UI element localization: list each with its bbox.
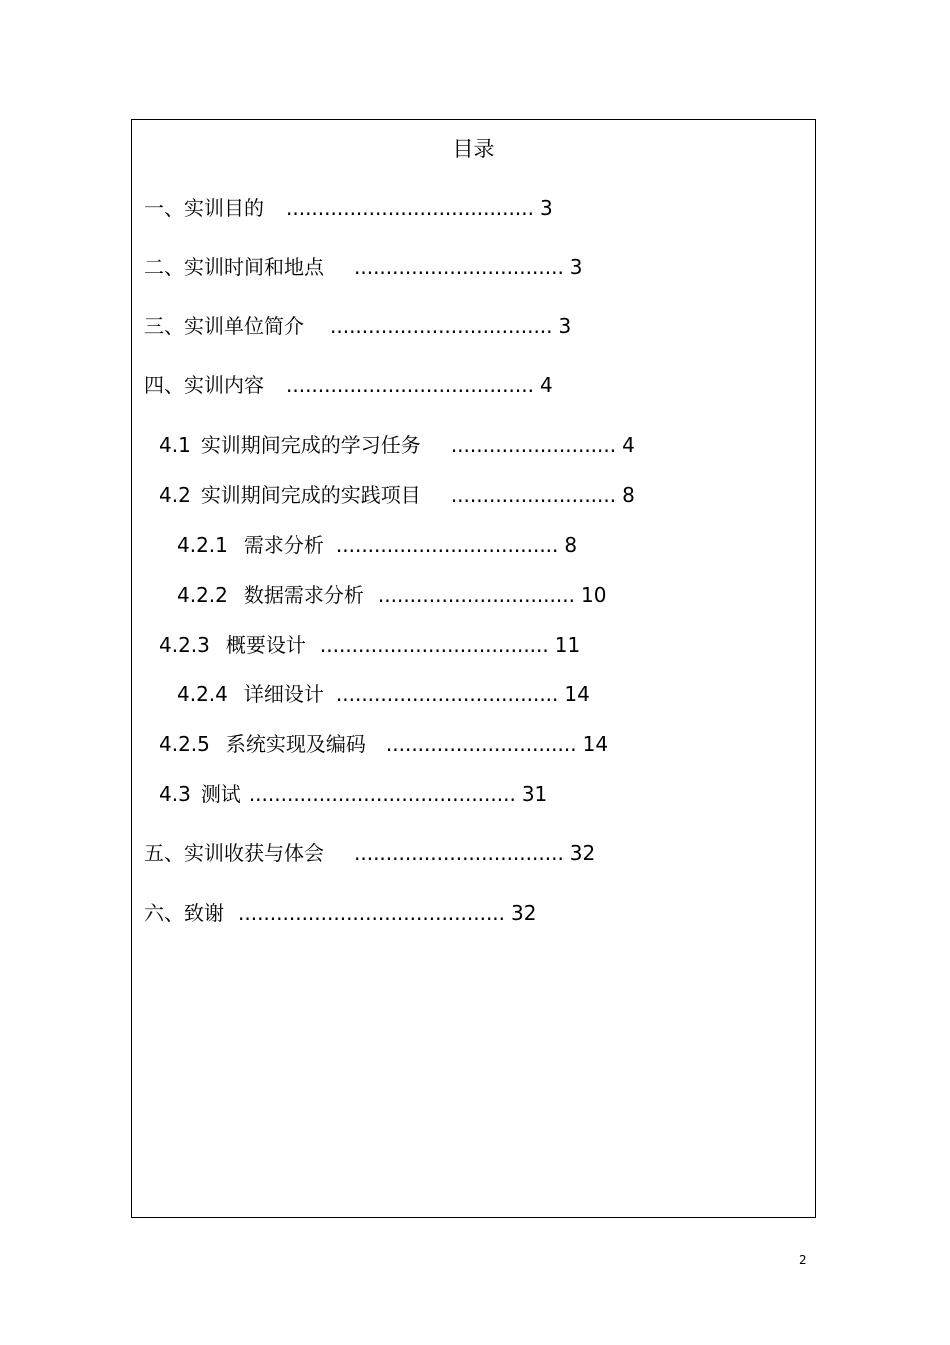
toc-entry[interactable] (144, 254, 583, 280)
toc-page-number: 14 (564, 682, 590, 706)
toc-entry-label: 概要设计 (225, 633, 306, 657)
toc-leader: ................................. (354, 255, 564, 279)
toc-entry-label: 系统实现及编码 (225, 732, 366, 756)
toc-entry[interactable] (144, 372, 553, 398)
toc-leader: .......................................... (248, 782, 516, 806)
toc-leader: ................................. (354, 841, 564, 865)
toc-leader: .......................... (450, 433, 617, 457)
toc-entry[interactable] (159, 432, 635, 458)
toc-page-number: 8 (622, 483, 635, 507)
toc-leader: .......................................... (238, 901, 506, 925)
toc-page-number: 3 (558, 314, 572, 338)
toc-page-number: 11 (554, 633, 581, 657)
toc-leader: .............................. (385, 732, 577, 756)
toc-entry-label: 详细设计 (243, 682, 324, 706)
toc-title: 目录 (452, 137, 495, 161)
toc-entry-label: 测试 (200, 782, 241, 806)
toc-entry[interactable] (159, 781, 547, 807)
toc-leader: .......................... (450, 483, 617, 507)
toc-entry-number: 4.2.1 (177, 533, 228, 557)
toc-entry-label: 实训期间完成的学习任务 (200, 433, 421, 457)
toc-entry[interactable] (159, 731, 608, 757)
toc-page-number: 3 (539, 196, 553, 220)
toc-leader: .................................... (319, 633, 549, 657)
toc-entry-number: 4.1 (159, 433, 191, 457)
toc-entry-label: 五、实训收获与体会 (144, 841, 324, 865)
table-of-contents-box (131, 119, 816, 1218)
toc-leader: ................................... (335, 682, 559, 706)
page-number: 2 (799, 1253, 807, 1267)
toc-entry[interactable] (177, 532, 577, 558)
toc-entry-label: 需求分析 (243, 533, 324, 557)
toc-entry[interactable] (159, 632, 580, 658)
toc-page-number: 4 (539, 373, 553, 397)
toc-page-number: 3 (569, 255, 583, 279)
toc-page-number: 14 (582, 732, 609, 756)
toc-leader: ................................... (330, 314, 553, 338)
toc-entry-label: 三、实训单位简介 (144, 314, 304, 338)
toc-entry-label: 数据需求分析 (243, 583, 364, 607)
toc-entry-label: 一、实训目的 (144, 196, 264, 220)
toc-leader: ............................... (377, 583, 575, 607)
toc-entry-number: 4.2.4 (177, 682, 228, 706)
toc-entry[interactable] (144, 840, 595, 866)
toc-entry-number: 4.2.2 (177, 583, 228, 607)
toc-page-number: 32 (569, 841, 596, 865)
toc-leader: ....................................... (286, 373, 534, 397)
toc-entry-number: 4.3 (159, 782, 191, 806)
toc-entry-label: 四、实训内容 (144, 373, 264, 397)
toc-entry-label: 六、致谢 (144, 901, 224, 925)
toc-leader: ....................................... (286, 196, 534, 220)
toc-entry[interactable] (159, 482, 635, 508)
toc-entry[interactable] (144, 313, 571, 339)
toc-page-number: 32 (511, 901, 537, 925)
toc-entry-number: 4.2 (159, 483, 191, 507)
toc-entry-label: 实训期间完成的实践项目 (200, 483, 421, 507)
toc-page-number: 31 (521, 782, 548, 806)
toc-page-number: 4 (622, 433, 635, 457)
toc-entry[interactable] (177, 681, 590, 707)
toc-page-number: 8 (564, 533, 578, 557)
toc-entry-label: 二、实训时间和地点 (144, 255, 324, 279)
toc-page-number: 10 (580, 583, 607, 607)
toc-entry[interactable] (144, 900, 536, 926)
toc-leader: ................................... (335, 533, 559, 557)
toc-entry-number: 4.2.5 (159, 732, 210, 756)
toc-entry[interactable] (177, 582, 606, 608)
toc-entry[interactable] (144, 195, 553, 221)
toc-entry-number: 4.2.3 (159, 633, 210, 657)
